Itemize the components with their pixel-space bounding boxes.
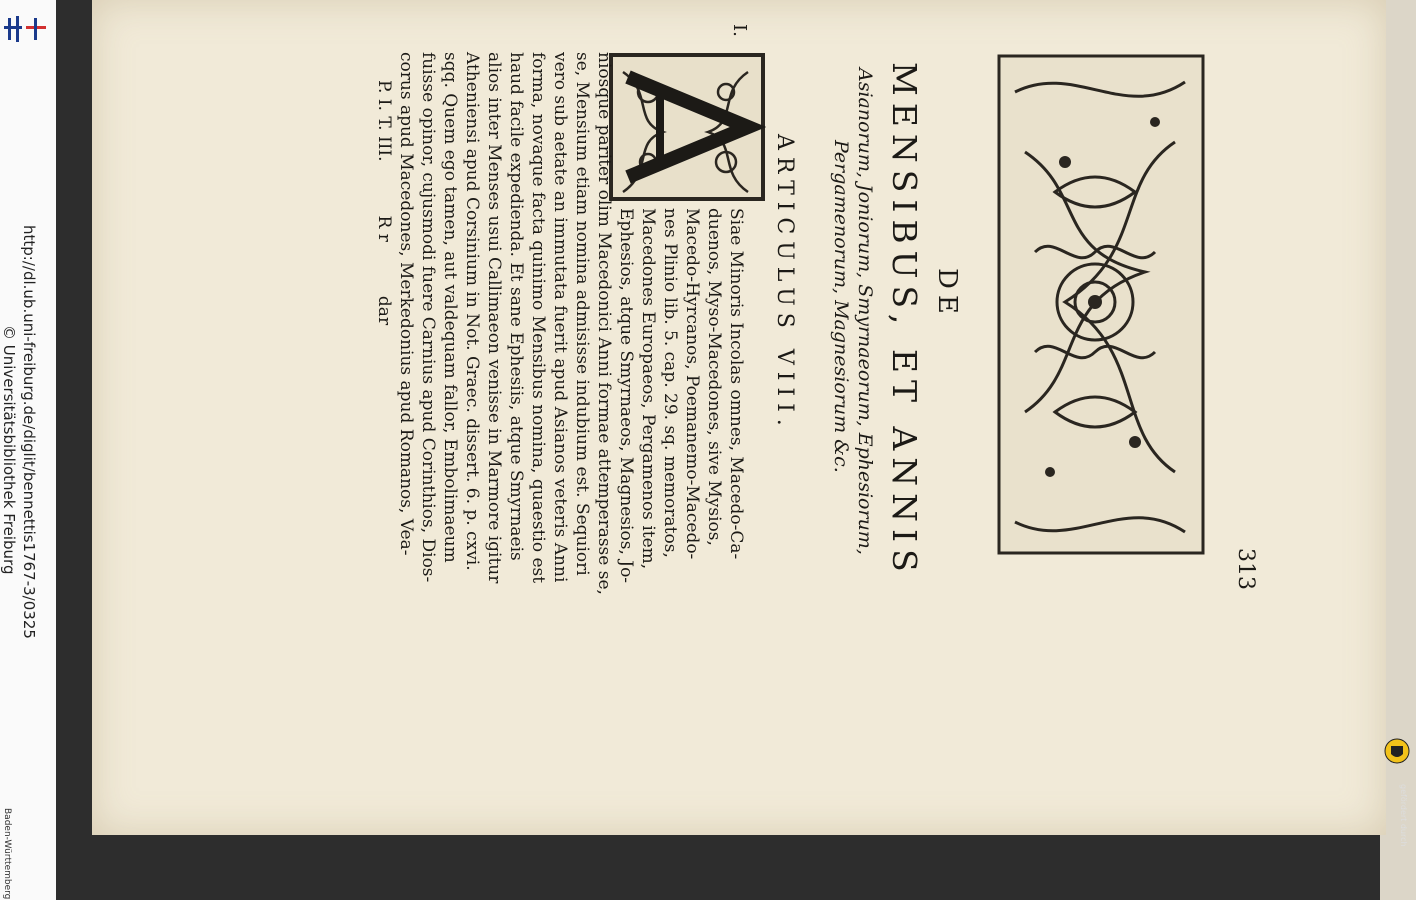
sponsor-block xyxy=(1386,780,1416,900)
main-heading: MENSIBUS, ET ANNIS xyxy=(885,62,924,579)
body-line-15: fuisse opinor, cujusmodi fuere Carnius apud Corinthios, Dios- xyxy=(418,52,438,583)
body-line-1: Siae Minoris Incolas omnes, Macedo-Ca- xyxy=(726,208,746,560)
source-url[interactable]: http://dl.ub.uni-freiburg.de/diglit/bennettis1767-3/0325 xyxy=(20,225,38,639)
body-line-13: Atheniensi apud Corsinium in Not. Graec. dissert. 6. p. cxvi. xyxy=(462,52,482,571)
body-line-8: se, Mensium etiam nomina admisisse indubium est. Sequiori xyxy=(572,52,592,576)
page-number: 313 xyxy=(1233,548,1258,590)
body-line-14: sqq. Quem ego tamen, aut valdequam fallor, Embolimaeum xyxy=(440,52,460,563)
body-line-7: niosque pariter olim Macedonici Anni formae attemperasse se, xyxy=(594,52,614,595)
article-heading: ARTICULUS VIII. xyxy=(772,134,797,433)
body-line-11: haud facile expedienda. Et sane Ephesiis, atque Smyrnaeis xyxy=(506,52,526,561)
subtitle-line-2: Pergamenorum, Magnesiorum &c. xyxy=(830,140,852,473)
library-logo-icon xyxy=(4,14,48,44)
body-line-2: duenos, Myso-Macedones, sive Mysios, xyxy=(704,208,724,546)
body-line-10: forma, novaque facta quinimo Mensibus nomina, quaestio est xyxy=(528,52,548,584)
body-line-9: vero sub aetate an immutata fuerit apud Asianos veteris Anni xyxy=(550,52,570,583)
decorative-headpiece-icon xyxy=(995,52,1207,557)
body-line-4: nes Plinio lib. 5. cap. 29. sq. memoratos, xyxy=(660,208,680,558)
sponsor-label: gefördert durch xyxy=(1399,784,1408,847)
body-line-5: Macedones Europaeos, Pergamenos item, xyxy=(638,208,658,570)
body-line-6: Ephesios, atque Smyrnaeos, Magnesios, Jo- xyxy=(616,208,636,584)
copyright-notice: © Universitätsbibliothek Freiburg xyxy=(0,325,18,575)
paragraph-number: I. xyxy=(729,24,750,37)
decorated-initial-a-icon xyxy=(608,52,766,202)
subtitle-line-1: Asianorum, Joniorum, Smyrnaeorum, Ephesiorum, xyxy=(854,68,876,555)
body-line-12: alios inter Menses usui Callimaeon venisse in Marmore igitur xyxy=(484,52,504,584)
body-line-16: corus apud Macedones, Merkedonius apud Romanos, Vea- xyxy=(396,52,416,556)
sponsor-name: Baden-Württemberg xyxy=(2,808,12,900)
viewer-sidebar xyxy=(0,0,57,900)
sponsor-crest-icon xyxy=(1384,738,1410,764)
signature-line: P. I. T. III. R r dar xyxy=(374,80,394,326)
body-line-3: Macedo-Hyrcanos, Poemanemo-Macedo- xyxy=(682,208,702,560)
heading-de: DE xyxy=(932,268,962,320)
